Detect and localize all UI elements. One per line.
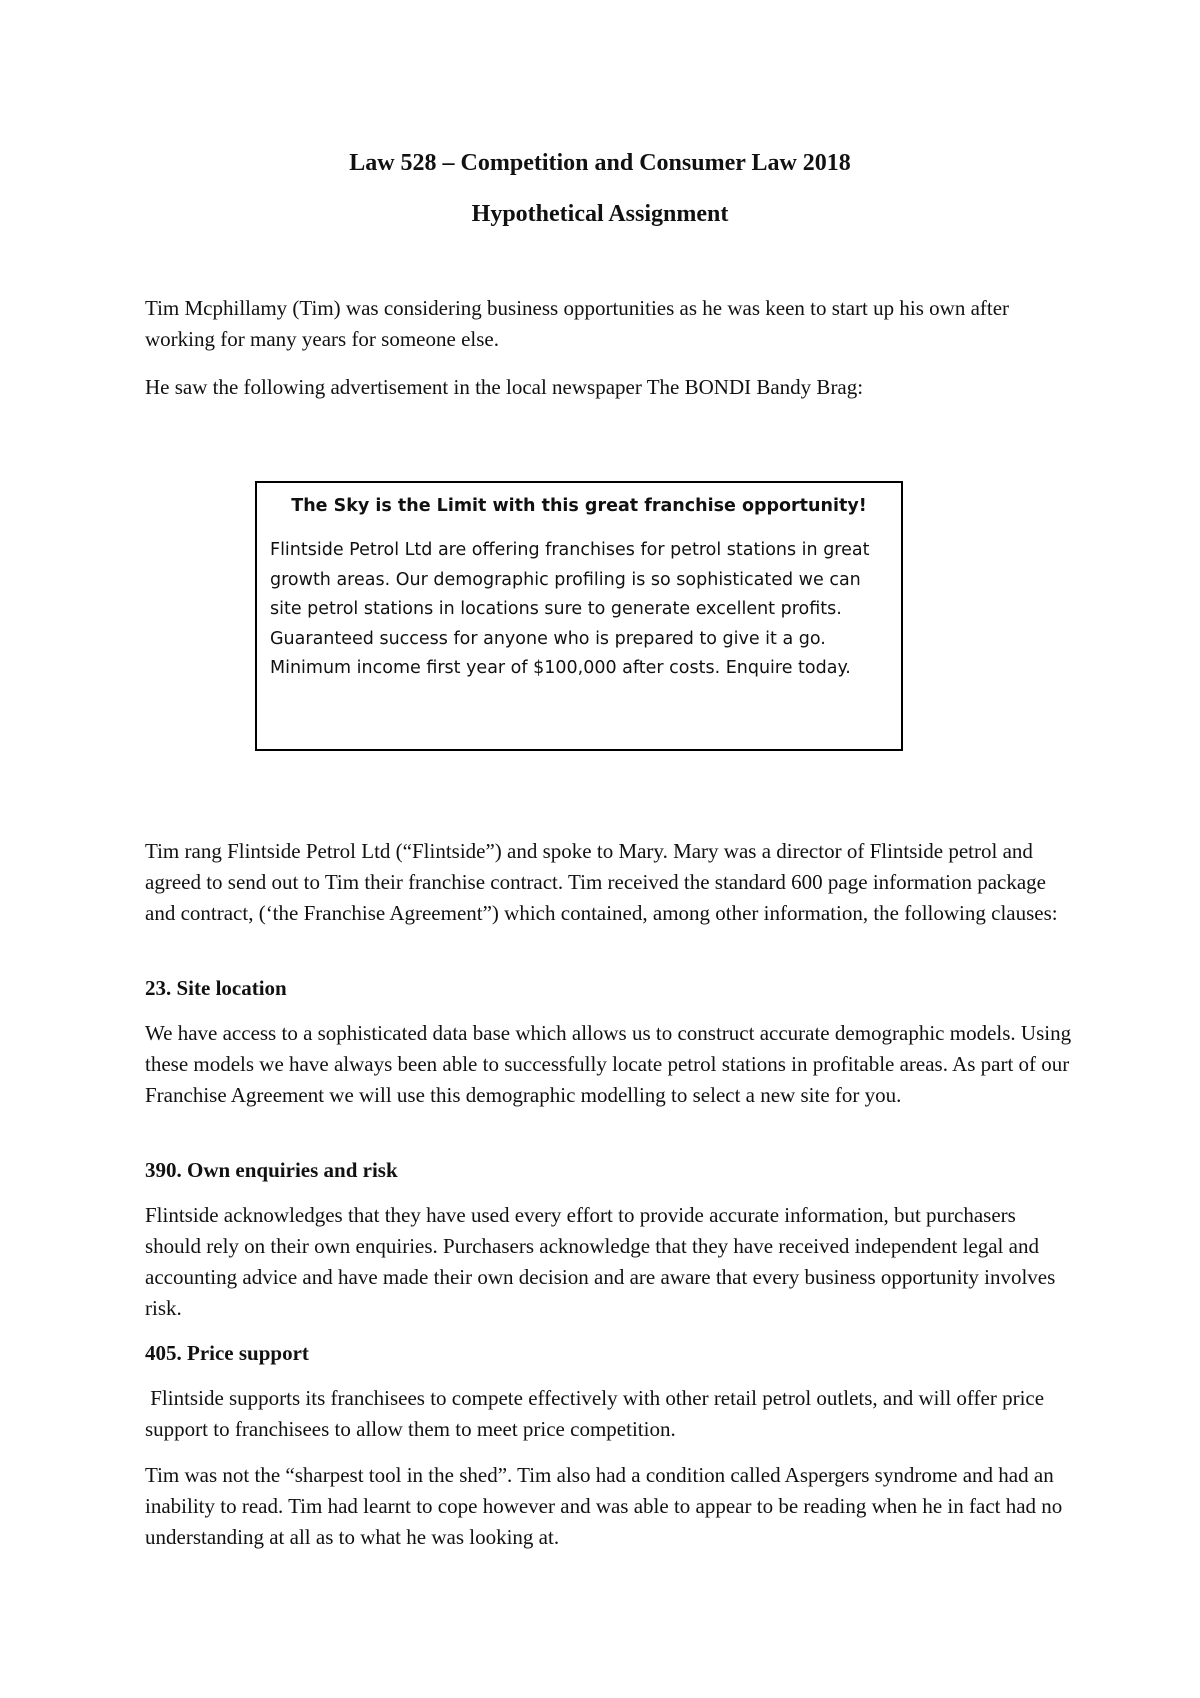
closing-paragraph: Tim was not the “sharpest tool in the shed”. Tim also had a condition called Aspergers syndrome and had an inability to read. Tim had learnt to cope however and was able to appear to be reading when he in fact had no understanding at all as to what he was looking at. (145, 1463, 1063, 1549)
clause-heading-price-support: 405. Price support (145, 1341, 309, 1365)
advertisement-box (255, 481, 903, 751)
clause-text-site-location: We have access to a sophisticated data base which allows us to construct accurate demographic models. Using these models we have always been able to successfully locate petrol stations in profitable areas. As part of our Franchise Agreement we will use this demographic modelling to select a new site for you. (145, 1021, 1072, 1107)
advertisement-body: Flintside Petrol Ltd are offering franchises for petrol stations in great growth areas. Our demographic profiling is so sophisticated we can site petrol stations in locations sure to generate excellent profits. Guaranteed success for anyone who is prepared to give it a go. Minimum income first year of $100,000 after costs. Enquire today. (270, 540, 870, 678)
clause-heading-own-enquiries: 390. Own enquiries and risk (145, 1158, 398, 1182)
document-subtitle: Hypothetical Assignment (471, 201, 729, 227)
intro-paragraph-2: He saw the following advertisement in the local newspaper The BONDI Bandy Brag: (145, 375, 864, 399)
advertisement-headline: The Sky is the Limit with this great franchise opportunity! (291, 496, 867, 516)
narrative-paragraph: Tim rang Flintside Petrol Ltd (“Flintside”) and spoke to Mary. Mary was a director of Flintside petrol and agreed to send out to Tim their franchise contract. Tim received the standard 600 page information package and contract, (‘the Franchise Agreement”) which contained, among other information, the following clauses: (145, 839, 1058, 925)
document-title: Law 528 – Competition and Consumer Law 2018 (349, 150, 851, 176)
intro-paragraph-1: Tim Mcphillamy (Tim) was considering business opportunities as he was keen to start up his own after working for many years for someone else. (145, 296, 1010, 351)
clause-text-price-support: Flintside supports its franchisees to compete effectively with other retail petrol outlets, and will offer price support to franchisees to allow them to meet price competition. (145, 1386, 1050, 1441)
clause-heading-site-location: 23. Site location (145, 976, 287, 1000)
clause-text-own-enquiries: Flintside acknowledges that they have used every effort to provide accurate information, but purchasers should rely on their own enquiries. Purchasers acknowledge that they have received independent legal and accounting advice and have made their own decision and are aware that every business opportunity involves risk. (145, 1203, 1056, 1320)
